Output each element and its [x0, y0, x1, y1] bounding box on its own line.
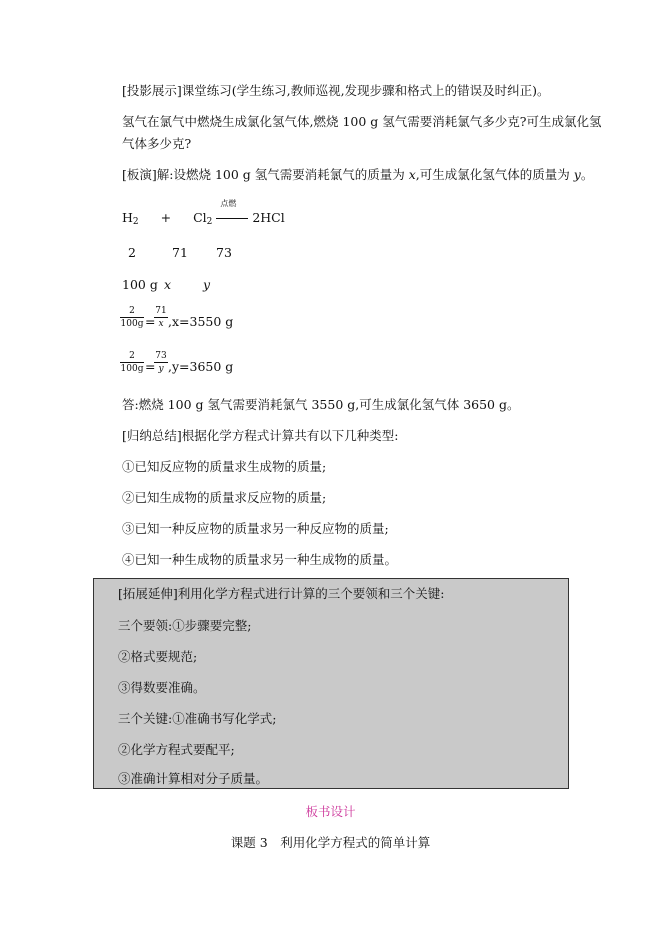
solution-var-x: x	[408, 167, 416, 182]
known-x: x	[164, 277, 172, 292]
eq-plus: +	[160, 210, 172, 225]
eq-cl2: Cl2	[193, 210, 213, 227]
known-y: y	[203, 277, 211, 292]
answer-line: 答:燃烧 100 g 氢气需要消耗氯气 3550 g,可生成氯化氢气体 3650 g。	[122, 397, 520, 412]
fraction2-right: 73 y	[155, 351, 167, 374]
fraction2-left: 2 100g	[120, 351, 144, 374]
reaction-condition: 点燃	[220, 198, 237, 208]
eq-h2: H2	[122, 210, 139, 227]
extension-line-5: ②化学方程式要配平;	[118, 742, 235, 757]
mass-hcl: 73	[216, 245, 232, 260]
summary-title: [归纳总结]根据化学方程式计算共有以下几种类型:	[122, 428, 399, 443]
extension-line-3: ③得数要准确。	[118, 680, 206, 695]
fraction1-right: 71 x	[155, 306, 167, 329]
extension-title: [拓展延伸]利用化学方程式进行计算的三个要领和三个关键:	[118, 586, 445, 601]
fraction2-equals: =	[145, 359, 156, 374]
problem-line-2: 气体多少克?	[122, 136, 192, 151]
reaction-arrow	[216, 198, 248, 226]
fraction1-left: 2 100g	[120, 306, 144, 329]
board-design-subtitle: 课题 3 利用化学方程式的简单计算	[230, 835, 431, 850]
mass-h2: 2	[128, 245, 136, 260]
fraction2-result: ,y=3650 g	[168, 359, 234, 374]
fraction1-equals: =	[145, 314, 156, 329]
summary-item-3: ③已知一种反应物的质量求另一种反应物的质量;	[122, 521, 389, 536]
summary-item-2: ②已知生成物的质量求反应物的质量;	[122, 490, 327, 505]
solution-statement	[122, 167, 593, 182]
extension-line-1: 三个要领:①步骤要完整;	[118, 618, 252, 633]
mass-cl2: 71	[172, 245, 188, 260]
extension-line-4: 三个关键:①准确书写化学式;	[118, 711, 277, 726]
solution-mid: ,可生成氯化氢气体的质量为	[415, 167, 574, 182]
summary-item-1: ①已知反应物的质量求生成物的质量;	[122, 459, 327, 474]
extension-line-6: ③准确计算相对分子质量。	[118, 771, 269, 786]
extension-box	[93, 578, 569, 789]
solution-end: 。	[580, 167, 594, 182]
extension-line-2: ②格式要规范;	[118, 649, 198, 664]
projection-line: [投影展示]课堂练习(学生练习,教师巡视,发现步骤和格式上的错误及时纠正)。	[122, 83, 550, 98]
solution-prefix: [板演]解:设燃烧 100 g 氢气需要消耗氯气的质量为	[122, 167, 409, 182]
known-h2: 100 g	[122, 277, 158, 292]
solution-var-y: y	[573, 167, 581, 182]
board-design-heading: 板书设计	[305, 804, 356, 819]
problem-line-1: 氢气在氯气中燃烧生成氯化氢气体,燃烧 100 g 氢气需要消耗氯气多少克?可生成氯化氢	[122, 114, 602, 129]
eq-product: 2HCl	[252, 210, 285, 225]
fraction1-result: ,x=3550 g	[168, 314, 234, 329]
summary-item-4: ④已知一种生成物的质量求另一种生成物的质量。	[122, 552, 398, 567]
chemical-equation	[122, 198, 285, 228]
